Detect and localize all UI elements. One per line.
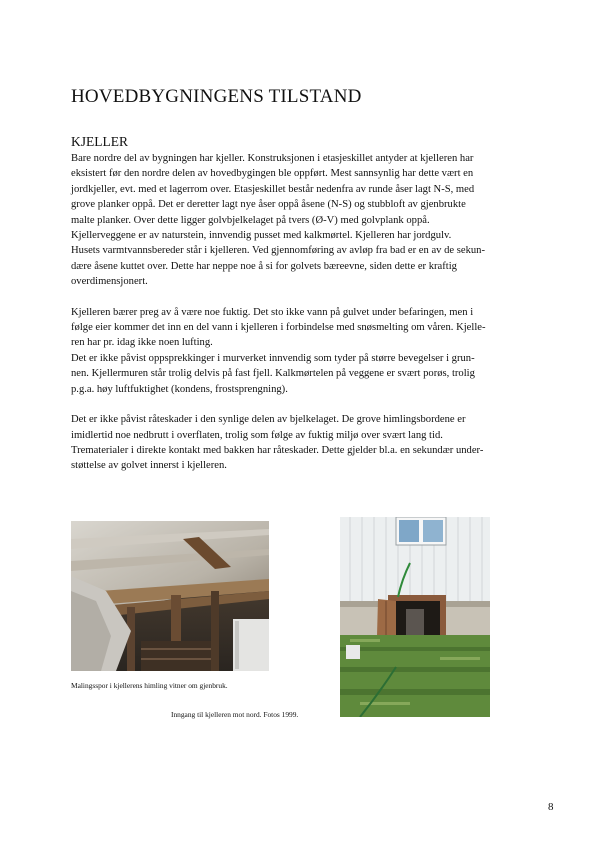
text-line: støttelse av golvet innerst i kjelleren. [71, 460, 227, 472]
text-line: Kjellerveggene er av naturstein, innvendig pusset med kalkmørtel. Kjelleren har jordgulv. [71, 230, 452, 242]
text-line: jordkjeller, evt. med et lagerrom over. Etasjeskillet består nedenfra av runde åser lagt N-S, med [71, 183, 475, 195]
text-line: overdimensjonert. [71, 276, 148, 288]
text-line: dære åsene kuttet over. Dette har neppe noe å si for golvets bæreevne, siden dette er kraftig [71, 260, 457, 272]
text-line: nen. Kjellermuren står trolig delvis på fast fjell. Kalkmørtelen på veggene er svært porøs, trolig [71, 368, 475, 380]
section-title: KJELLER [71, 134, 128, 149]
figure-caption: Inngang til kjelleren mot nord. Fotos 1999. [171, 710, 299, 719]
text-line: Kjelleren bærer preg av å være noe fuktig. Det sto ikke vann på gulvet under befaringen, men i [71, 306, 474, 318]
page-heading: HOVEDBYGNINGENS TILSTAND [71, 86, 362, 107]
body-text [71, 151, 541, 474]
page-number: 8 [548, 801, 554, 813]
text-line: ren har pr. idag ikke noen lufting. [71, 337, 213, 349]
paragraph-gap [71, 290, 541, 305]
cellar-entrance-photo [340, 517, 490, 717]
text-line: Husets varmtvannsbereder står i kjelleren. Ved gjennomføring av avløp fra bad er en av de sekun- [71, 245, 485, 257]
cellar-ceiling-photo [71, 521, 269, 671]
text-line: Bare nordre del av bygningen har kjeller. Konstruksjonen i etasjeskillet antyder at kjelleren har [71, 153, 474, 164]
text-line: Trematerialer i direkte kontakt med bakken har råteskader. Dette gjelder bl.a. en sekundær under- [71, 444, 484, 456]
paragraph-1 [71, 151, 541, 290]
paragraph-gap [71, 397, 541, 412]
text-line: grove planker oppå. Det er deretter lagt nye åser oppå åsene (N-S) og stubbloft av gjenbrukte [71, 199, 466, 211]
text-line: eksistert før den nordre delen av hovedbygingen ble oppført. Mest sannsynlig har dette vært en [71, 168, 474, 180]
text-line: følge eier kommer det inn en del vann i kjelleren i forbindelse med snøsmelting om våren. Kjelle- [71, 322, 486, 334]
paragraph-2 [71, 305, 541, 397]
text-line: malte planker. Over dette ligger golvbjelkelaget på tvers (Ø-V) med golvplank oppå. [71, 214, 430, 226]
paragraph-3 [71, 412, 541, 474]
text-line: Det er ikke påvist oppsprekkinger i murverket innvendig som tyder på større bevegelser i grun- [71, 352, 475, 364]
figure-caption: Malingsspor i kjellerens himling vitner om gjenbruk. [71, 681, 228, 690]
text-line: Det er ikke påvist råteskader i den synlige delen av bjelkelaget. De grove himlingsbordene er [71, 414, 466, 426]
text-line: imidlertid noe nedbrutt i overflaten, trolig som følge av fuktig miljø over svært lang tid. [71, 429, 443, 441]
text-line: p.g.a. høy luftfuktighet (kondens, frostsprengning). [71, 383, 288, 395]
